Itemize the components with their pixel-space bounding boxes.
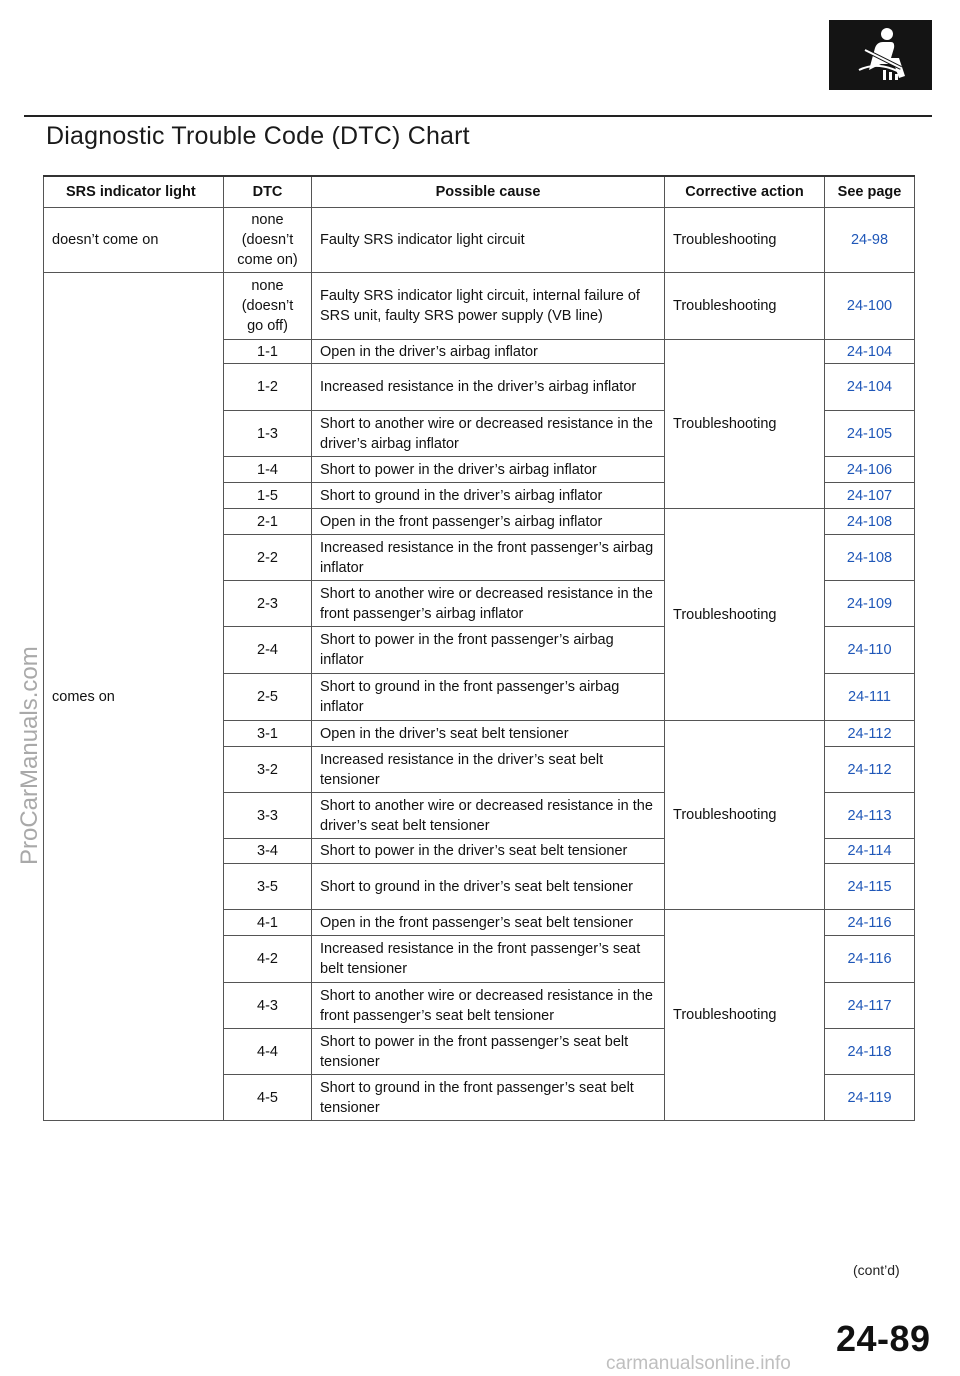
header-see-page: See page (825, 176, 915, 208)
see-page-link[interactable]: 24-118 (825, 1029, 915, 1075)
possible-cause-cell: Open in the driver’s airbag inflator (312, 340, 665, 364)
see-page-link[interactable]: 24-113 (825, 793, 915, 839)
see-page-link[interactable]: 24-112 (825, 721, 915, 747)
page-title: Diagnostic Trouble Code (DTC) Chart (46, 122, 470, 150)
possible-cause-cell: Short to ground in the driver’s airbag inflator (312, 483, 665, 509)
bottom-watermark: carmanualsonline.info (606, 1353, 791, 1374)
possible-cause-cell: Short to ground in the driver’s seat belt tensioner (312, 864, 665, 910)
header-rule (24, 115, 932, 117)
possible-cause-cell: Increased resistance in the front passenger’s airbag inflator (312, 535, 665, 581)
header-corrective-action: Corrective action (665, 176, 825, 208)
dtc-code-cell: 4-5 (224, 1075, 312, 1121)
possible-cause-cell: Short to another wire or decreased resistance in the front passenger’s airbag inflator (312, 581, 665, 627)
dtc-code-cell: 2-2 (224, 535, 312, 581)
see-page-link[interactable]: 24-104 (825, 364, 915, 411)
seat-belt-warning-icon (829, 20, 932, 90)
possible-cause-cell: Faulty SRS indicator light circuit (312, 208, 665, 273)
header-dtc: DTC (224, 176, 312, 208)
possible-cause-cell: Short to another wire or decreased resistance in the driver’s airbag inflator (312, 411, 665, 457)
see-page-link[interactable]: 24-100 (825, 273, 915, 340)
dtc-code-cell: 4-2 (224, 936, 312, 983)
see-page-link[interactable]: 24-115 (825, 864, 915, 910)
see-page-link[interactable]: 24-109 (825, 581, 915, 627)
possible-cause-cell: Increased resistance in the driver’s airbag inflator (312, 364, 665, 411)
dtc-code-cell: 3-4 (224, 839, 312, 864)
see-page-link[interactable]: 24-104 (825, 340, 915, 364)
corrective-action-cell: Troubleshooting (665, 340, 825, 509)
dtc-code-cell: 2-4 (224, 627, 312, 674)
dtc-code-cell: 1-3 (224, 411, 312, 457)
see-page-link[interactable]: 24-116 (825, 936, 915, 983)
dtc-code-cell: 4-1 (224, 910, 312, 936)
see-page-link[interactable]: 24-110 (825, 627, 915, 674)
corrective-action-cell: Troubleshooting (665, 721, 825, 910)
dtc-code-cell: 2-5 (224, 674, 312, 721)
possible-cause-cell: Increased resistance in the front passenger’s seat belt tensioner (312, 936, 665, 983)
possible-cause-cell: Short to power in the front passenger’s seat belt tensioner (312, 1029, 665, 1075)
corrective-action-cell: Troubleshooting (665, 208, 825, 273)
table-row (44, 273, 915, 340)
see-page-link[interactable]: 24-111 (825, 674, 915, 721)
dtc-code-cell: 3-1 (224, 721, 312, 747)
see-page-link[interactable]: 24-116 (825, 910, 915, 936)
dtc-code-cell: 3-5 (224, 864, 312, 910)
see-page-link[interactable]: 24-119 (825, 1075, 915, 1121)
dtc-code-cell: 3-3 (224, 793, 312, 839)
dtc-code-cell: none (doesn’t come on) (224, 208, 312, 273)
seat-belt-warning-badge (829, 20, 932, 90)
dtc-code-cell: 2-1 (224, 509, 312, 535)
possible-cause-cell: Increased resistance in the driver’s seat belt tensioner (312, 747, 665, 793)
possible-cause-cell: Open in the driver’s seat belt tensioner (312, 721, 665, 747)
see-page-link[interactable]: 24-105 (825, 411, 915, 457)
corrective-action-cell: Troubleshooting (665, 509, 825, 721)
possible-cause-cell: Short to ground in the front passenger’s seat belt tensioner (312, 1075, 665, 1121)
side-watermark-text: ProCarManuals.com (16, 646, 43, 865)
dtc-code-cell: 4-3 (224, 983, 312, 1029)
dtc-code-cell: 1-2 (224, 364, 312, 411)
see-page-link[interactable]: 24-107 (825, 483, 915, 509)
page-number: 24-89 (836, 1318, 931, 1359)
possible-cause-cell: Short to another wire or decreased resistance in the driver’s seat belt tensioner (312, 793, 665, 839)
possible-cause-cell: Short to power in the driver’s seat belt tensioner (312, 839, 665, 864)
see-page-link[interactable]: 24-114 (825, 839, 915, 864)
possible-cause-cell: Short to ground in the front passenger’s airbag inflator (312, 674, 665, 721)
side-watermark (14, 565, 44, 865)
dtc-code-cell: 1-1 (224, 340, 312, 364)
table-header-row (44, 176, 915, 208)
possible-cause-cell: Open in the front passenger’s seat belt tensioner (312, 910, 665, 936)
dtc-code-cell: 1-4 (224, 457, 312, 483)
see-page-link[interactable]: 24-112 (825, 747, 915, 793)
possible-cause-cell: Faulty SRS indicator light circuit, internal failure of SRS unit, faulty SRS power supply (VB line) (312, 273, 665, 340)
dtc-code-cell: none (doesn’t go off) (224, 273, 312, 340)
dtc-code-cell: 3-2 (224, 747, 312, 793)
srs-light-state-cell: comes on (44, 273, 224, 1121)
see-page-link[interactable]: 24-106 (825, 457, 915, 483)
see-page-link[interactable]: 24-98 (825, 208, 915, 273)
srs-light-state-cell: doesn’t come on (44, 208, 224, 273)
table-row (44, 208, 915, 273)
possible-cause-cell: Short to power in the front passenger’s airbag inflator (312, 627, 665, 674)
possible-cause-cell: Short to another wire or decreased resistance in the front passenger’s seat belt tensioner (312, 983, 665, 1029)
possible-cause-cell: Short to power in the driver’s airbag inflator (312, 457, 665, 483)
see-page-link[interactable]: 24-117 (825, 983, 915, 1029)
dtc-code-cell: 1-5 (224, 483, 312, 509)
dtc-chart-table (43, 175, 915, 1121)
header-srs-indicator-light: SRS indicator light (44, 176, 224, 208)
dtc-code-cell: 4-4 (224, 1029, 312, 1075)
dtc-code-cell: 2-3 (224, 581, 312, 627)
possible-cause-cell: Open in the front passenger’s airbag inflator (312, 509, 665, 535)
corrective-action-cell: Troubleshooting (665, 273, 825, 340)
continued-label: (cont’d) (853, 1262, 900, 1278)
see-page-link[interactable]: 24-108 (825, 535, 915, 581)
header-possible-cause: Possible cause (312, 176, 665, 208)
see-page-link[interactable]: 24-108 (825, 509, 915, 535)
corrective-action-cell: Troubleshooting (665, 910, 825, 1121)
